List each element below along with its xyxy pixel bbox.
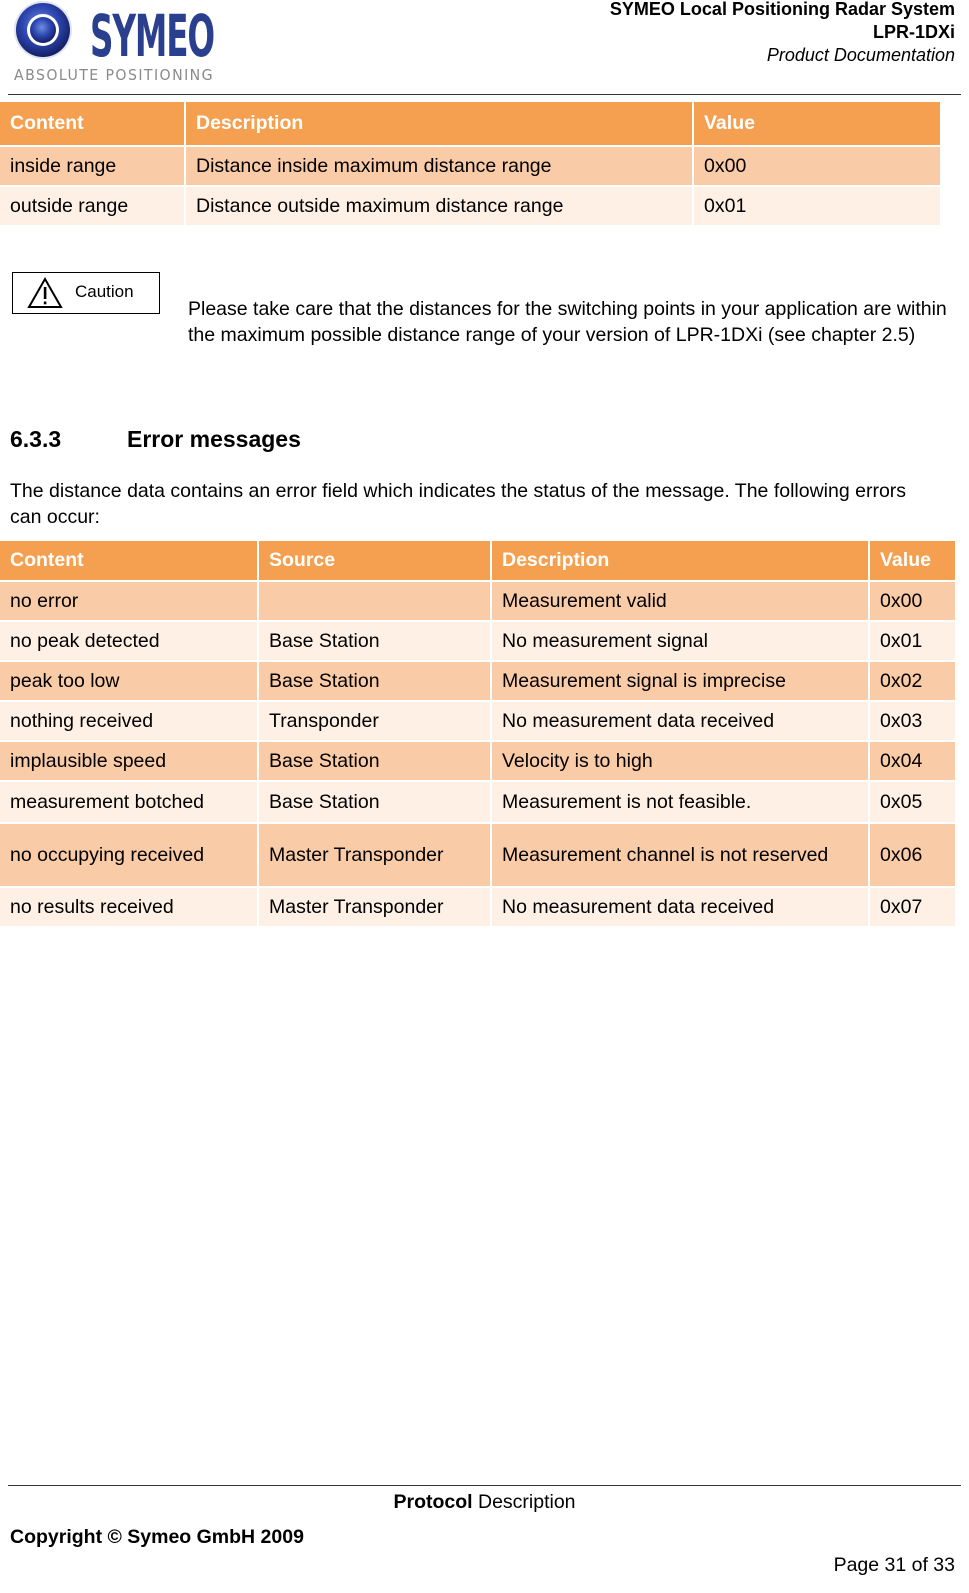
table-cell: No measurement data received bbox=[491, 887, 869, 927]
table-cell: Distance inside maximum distance range bbox=[185, 146, 693, 186]
table-cell: no peak detected bbox=[0, 621, 258, 661]
table-cell: Transponder bbox=[258, 701, 491, 741]
table-cell: outside range bbox=[0, 186, 185, 226]
table-cell: inside range bbox=[0, 146, 185, 186]
error-table bbox=[0, 541, 955, 928]
caution-text: Please take care that the distances for the switching points in your application are within the maximum possible distance range of your version of LPR-1DXi (see chapter 2.5) bbox=[188, 298, 947, 346]
footer-section bbox=[0, 1491, 969, 1514]
warning-icon bbox=[27, 277, 63, 309]
table-cell: measurement botched bbox=[0, 781, 258, 823]
table-cell: 0x01 bbox=[693, 186, 940, 226]
table-cell: Base Station bbox=[258, 741, 491, 781]
model-title: LPR-1DXi bbox=[872, 22, 955, 42]
footer-section-rest: Description bbox=[472, 1491, 576, 1513]
table-cell: Measurement valid bbox=[491, 581, 869, 621]
table-row bbox=[0, 581, 955, 621]
table-cell: Distance outside maximum distance range bbox=[185, 186, 693, 226]
table-cell: 0x07 bbox=[869, 887, 955, 927]
section-number: 6.3.3 bbox=[10, 426, 62, 452]
range-table bbox=[0, 102, 940, 227]
table-cell: 0x04 bbox=[869, 741, 955, 781]
table-cell: no results received bbox=[0, 887, 258, 927]
table-row bbox=[0, 781, 955, 823]
svg-text:ABSOLUTE POSITIONING: ABSOLUTE POSITIONING bbox=[14, 66, 214, 84]
section-title: Error messages bbox=[127, 426, 301, 452]
table-row bbox=[0, 887, 955, 927]
page-number: Page 31 of 33 bbox=[833, 1554, 955, 1576]
table-cell: 0x06 bbox=[869, 823, 955, 887]
table-header-row bbox=[0, 102, 940, 146]
table-cell: Master Transponder bbox=[258, 823, 491, 887]
caution-label: Caution bbox=[75, 282, 134, 301]
table-row bbox=[0, 146, 940, 186]
table-cell: peak too low bbox=[0, 661, 258, 701]
column-header: Content bbox=[0, 541, 258, 581]
caution-box bbox=[12, 272, 160, 314]
table-cell: No measurement signal bbox=[491, 621, 869, 661]
table-cell: 0x00 bbox=[869, 581, 955, 621]
table-row bbox=[0, 823, 955, 887]
table-row bbox=[0, 621, 955, 661]
svg-text:SYMEO: SYMEO bbox=[90, 2, 214, 70]
table-cell: Measurement channel is not reserved bbox=[491, 823, 869, 887]
table-cell: Master Transponder bbox=[258, 887, 491, 927]
column-header: Description bbox=[185, 102, 693, 146]
header-rule bbox=[8, 94, 961, 95]
table-cell: 0x02 bbox=[869, 661, 955, 701]
table-cell: 0x00 bbox=[693, 146, 940, 186]
table-cell: no error bbox=[0, 581, 258, 621]
column-header: Content bbox=[0, 102, 185, 146]
table-header-row bbox=[0, 541, 955, 581]
table-cell: 0x01 bbox=[869, 621, 955, 661]
table-row bbox=[0, 701, 955, 741]
symeo-logo bbox=[12, 0, 217, 84]
column-header: Value bbox=[869, 541, 955, 581]
table-cell: Measurement signal is imprecise bbox=[491, 661, 869, 701]
table-cell: Base Station bbox=[258, 621, 491, 661]
document-header bbox=[610, 0, 955, 67]
column-header: Description bbox=[491, 541, 869, 581]
doc-type: Product Documentation bbox=[766, 45, 955, 65]
table-row bbox=[0, 661, 955, 701]
table-cell: implausible speed bbox=[0, 741, 258, 781]
table-cell: no occupying received bbox=[0, 823, 258, 887]
table-cell: 0x03 bbox=[869, 701, 955, 741]
table-cell: 0x05 bbox=[869, 781, 955, 823]
table-cell: Measurement is not feasible. bbox=[491, 781, 869, 823]
table-cell: Velocity is to high bbox=[491, 741, 869, 781]
table-cell: No measurement data received bbox=[491, 701, 869, 741]
copyright: Copyright © Symeo GmbH 2009 bbox=[10, 1526, 304, 1548]
table-row bbox=[0, 186, 940, 226]
system-title: SYMEO Local Positioning Radar System bbox=[609, 0, 955, 19]
footer-rule bbox=[8, 1485, 961, 1486]
section-intro: The distance data contains an error field which indicates the status of the message. The following errors can occur: bbox=[10, 480, 907, 528]
table-cell: nothing received bbox=[0, 701, 258, 741]
table-row bbox=[0, 741, 955, 781]
footer-section-bold: Protocol bbox=[393, 1491, 473, 1513]
table-cell bbox=[258, 581, 491, 621]
column-header: Value bbox=[693, 102, 940, 146]
table-cell: Base Station bbox=[258, 781, 491, 823]
table-cell: Base Station bbox=[258, 661, 491, 701]
column-header: Source bbox=[258, 541, 491, 581]
